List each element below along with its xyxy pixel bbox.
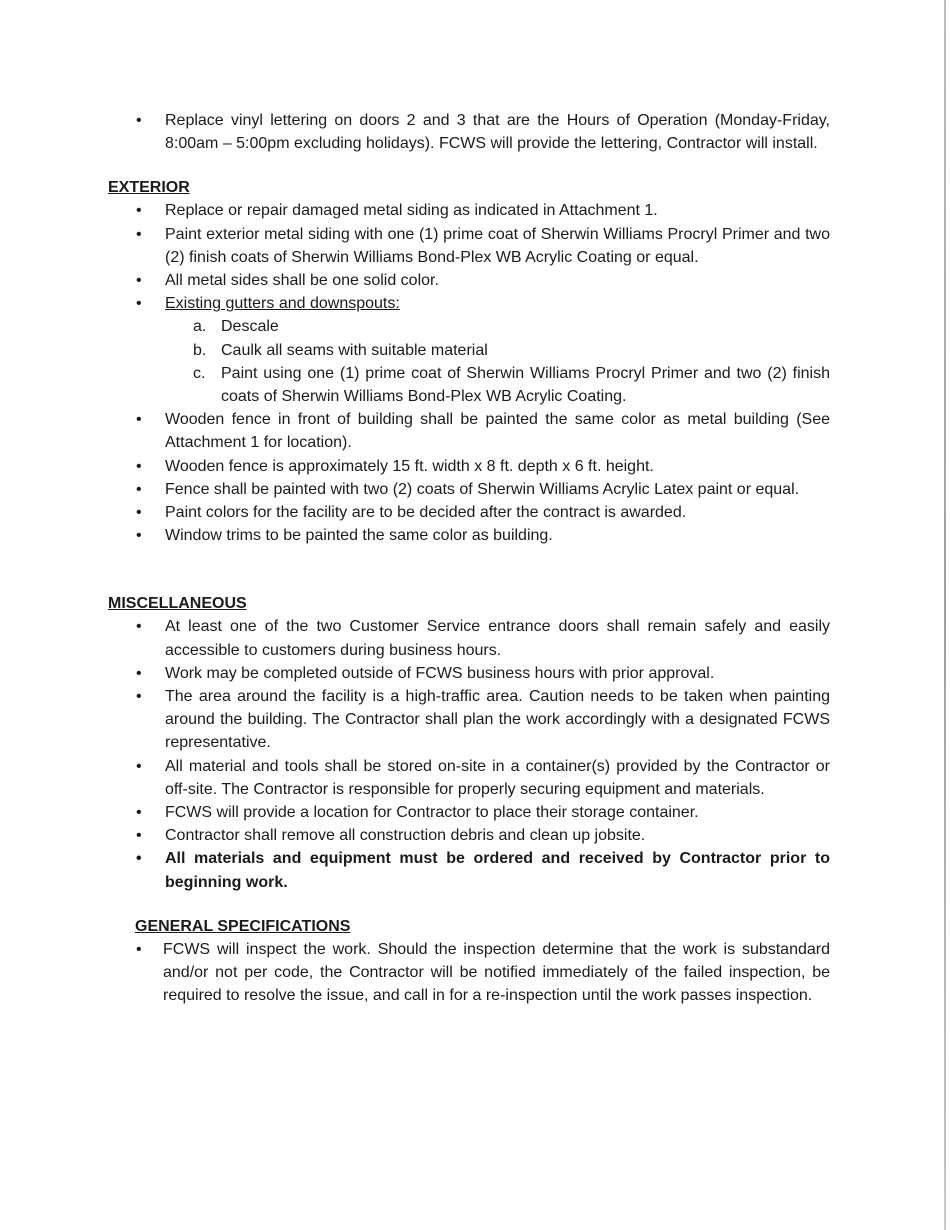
sub-text: Caulk all seams with suitable material <box>221 341 488 359</box>
list-item: • FCWS will inspect the work. Should the inspection determine that the work is substandard and/or not per code, the Contractor will be notified immediately of the failed inspection, be required to resolve the issue, and call in for a re-inspection until the work passes inspection. <box>135 938 830 1008</box>
sub-list-item <box>165 362 830 408</box>
sub-list-item <box>165 315 830 338</box>
sub-letter: b. <box>193 341 207 359</box>
document-page <box>108 109 830 1008</box>
list-item: • At least one of the two Customer Service entrance doors shall remain safely and easily accessible to customers during business hours. <box>108 615 830 661</box>
miscellaneous-heading: MISCELLANEOUS <box>108 595 247 613</box>
gutters-heading: Existing gutters and downspouts: <box>165 295 400 313</box>
list-item: • Paint colors for the facility are to be decided after the contract is awarded. <box>108 501 830 524</box>
gutters-item <box>108 292 830 408</box>
exterior-list <box>108 199 830 547</box>
sub-letter: a. <box>193 318 207 336</box>
sub-text: Descale <box>221 318 279 336</box>
gutters-steps <box>165 315 830 408</box>
list-item: • Paint exterior metal siding with one (1) prime coat of Sherwin Williams Procryl Primer and two (2) finish coats of Sherwin Williams Bond-Plex WB Acrylic Coating or equal. <box>108 223 830 269</box>
list-item: • All material and tools shall be stored on-site in a container(s) provided by the Contractor or off-site. The Contractor is responsible for properly securing equipment and materials. <box>108 755 830 801</box>
miscellaneous-list <box>108 615 830 893</box>
list-item: • Wooden fence is approximately 15 ft. width x 8 ft. depth x 6 ft. height. <box>108 455 830 478</box>
list-item: • All metal sides shall be one solid color. <box>108 269 830 292</box>
general-heading: GENERAL SPECIFICATIONS <box>135 917 351 935</box>
list-item: • The area around the facility is a high-traffic area. Caution needs to be taken when painting around the building. The Contractor shall plan the work accordingly with a designated FCWS representative. <box>108 685 830 755</box>
sub-letter: c. <box>193 364 206 382</box>
sub-list-item <box>165 339 830 362</box>
list-item: • Window trims to be painted the same color as building. <box>108 524 830 547</box>
list-item-bold: • All materials and equipment must be ordered and received by Contractor prior to beginning work. <box>108 847 830 893</box>
list-item: • Work may be completed outside of FCWS business hours with prior approval. <box>108 662 830 685</box>
intro-list <box>108 109 830 155</box>
general-section <box>108 916 830 1008</box>
list-item: • Replace or repair damaged metal siding as indicated in Attachment 1. <box>108 199 830 222</box>
sub-text: Paint using one (1) prime coat of Sherwin Williams Procryl Primer and two (2) finish coats of Sherwin Williams Bond-Plex WB Acrylic Coating. <box>221 364 830 406</box>
list-item: • Replace vinyl lettering on doors 2 and 3 that are the Hours of Operation (Monday-Friday, 8:00am – 5:00pm excluding holidays). FCWS will provide the lettering, Contractor will install. <box>108 109 830 155</box>
list-item: • Fence shall be painted with two (2) coats of Sherwin Williams Acrylic Latex paint or equal. <box>108 478 830 501</box>
scan-edge-line <box>944 0 946 1230</box>
list-item: • Wooden fence in front of building shall be painted the same color as metal building (See Attachment 1 for location). <box>108 408 830 454</box>
exterior-heading: EXTERIOR <box>108 179 190 197</box>
list-item: • FCWS will provide a location for Contractor to place their storage container. <box>108 801 830 824</box>
general-list <box>135 938 830 1008</box>
list-item: • Contractor shall remove all construction debris and clean up jobsite. <box>108 824 830 847</box>
